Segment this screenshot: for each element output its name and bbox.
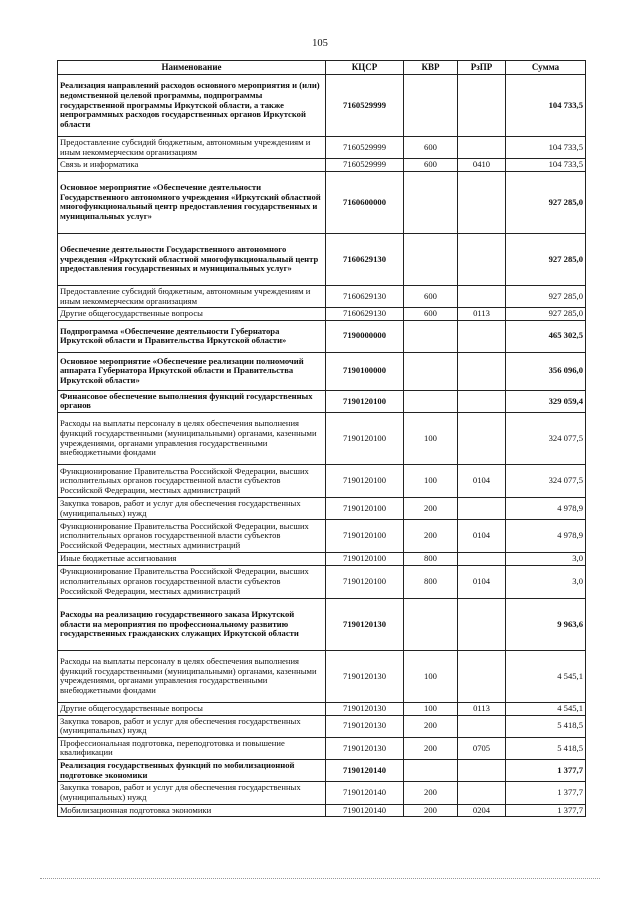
cell-kvr: 600 — [404, 159, 458, 172]
cell-kvr — [404, 233, 458, 285]
cell-rzpr — [458, 320, 506, 352]
cell-name: Закупка товаров, работ и услуг для обеспечения государственных (муниципальных) нужд — [58, 715, 326, 737]
table-row — [58, 498, 586, 520]
column-header-kcsr: КЦСР — [326, 61, 404, 75]
cell-kcsr: 7190120100 — [326, 465, 404, 498]
cell-rzpr — [458, 137, 506, 159]
cell-rzpr — [458, 285, 506, 307]
cell-sum: 5 418,5 — [506, 715, 586, 737]
column-header-sum: Сумма — [506, 61, 586, 75]
cell-sum: 1 377,7 — [506, 804, 586, 817]
cell-kvr: 200 — [404, 498, 458, 520]
cell-rzpr — [458, 760, 506, 782]
cell-name: Расходы на выплаты персоналу в целях обеспечения выполнения функций государственными (муниципальными) органами, казенными учреждениями, органами управления государственными внебюджетными фондами — [58, 413, 326, 465]
cell-kcsr: 7160529999 — [326, 159, 404, 172]
table-row — [58, 715, 586, 737]
table-row — [58, 465, 586, 498]
cell-kvr — [404, 75, 458, 137]
cell-name: Другие общегосударственные вопросы — [58, 308, 326, 321]
table-row — [58, 760, 586, 782]
cell-sum: 4 978,9 — [506, 498, 586, 520]
cell-kcsr: 7190120100 — [326, 553, 404, 566]
table-row — [58, 553, 586, 566]
cell-kcsr: 7190120100 — [326, 498, 404, 520]
cell-kcsr: 7190120140 — [326, 804, 404, 817]
cell-sum: 1 377,7 — [506, 760, 586, 782]
cell-kcsr: 7160529999 — [326, 75, 404, 137]
cell-kcsr: 7190120100 — [326, 565, 404, 598]
cell-name: Основное мероприятие «Обеспечение реализации полномочий аппарата Губернатора Иркутской области и Правительства Иркутской области» — [58, 352, 326, 390]
table-row — [58, 233, 586, 285]
cell-kvr: 200 — [404, 804, 458, 817]
cell-rzpr — [458, 390, 506, 412]
cell-kvr: 800 — [404, 553, 458, 566]
page-bottom-divider — [40, 878, 600, 879]
table-row — [58, 565, 586, 598]
cell-name: Подпрограмма «Обеспечение деятельности Губернатора Иркутской области и Правительства Иркутской области» — [58, 320, 326, 352]
table-row — [58, 320, 586, 352]
cell-name: Реализация государственных функций по мобилизационной подготовке экономики — [58, 760, 326, 782]
cell-kvr: 800 — [404, 565, 458, 598]
cell-kvr — [404, 352, 458, 390]
cell-sum: 324 077,5 — [506, 413, 586, 465]
cell-kcsr: 7190120100 — [326, 520, 404, 553]
table-row — [58, 159, 586, 172]
cell-kcsr: 7190120130 — [326, 702, 404, 715]
cell-sum: 9 963,6 — [506, 598, 586, 650]
cell-sum: 4 978,9 — [506, 520, 586, 553]
cell-kcsr: 7190100000 — [326, 352, 404, 390]
table-row — [58, 702, 586, 715]
cell-kvr — [404, 390, 458, 412]
cell-kvr: 200 — [404, 715, 458, 737]
cell-kvr: 600 — [404, 285, 458, 307]
cell-kvr: 100 — [404, 702, 458, 715]
cell-rzpr: 0104 — [458, 520, 506, 553]
cell-sum: 104 733,5 — [506, 75, 586, 137]
cell-kvr: 100 — [404, 650, 458, 702]
table-row — [58, 390, 586, 412]
cell-kvr: 100 — [404, 413, 458, 465]
table-row — [58, 804, 586, 817]
cell-sum: 104 733,5 — [506, 137, 586, 159]
cell-kcsr: 7160629130 — [326, 308, 404, 321]
column-header-rzpr: РзПР — [458, 61, 506, 75]
cell-name: Функционирование Правительства Российской Федерации, высших исполнительных органов государственной власти субъектов Российской Федерации, местных администраций — [58, 565, 326, 598]
cell-name: Расходы на выплаты персоналу в целях обеспечения выполнения функций государственными (муниципальными) органами, казенными учреждениями, органами управления государственными внебюджетными фондами — [58, 650, 326, 702]
cell-rzpr: 0410 — [458, 159, 506, 172]
cell-rzpr — [458, 75, 506, 137]
cell-name: Другие общегосударственные вопросы — [58, 702, 326, 715]
cell-sum: 5 418,5 — [506, 737, 586, 759]
cell-rzpr: 0104 — [458, 565, 506, 598]
cell-rzpr: 0104 — [458, 465, 506, 498]
table-row — [58, 137, 586, 159]
cell-kcsr: 7190120130 — [326, 737, 404, 759]
cell-name: Закупка товаров, работ и услуг для обеспечения государственных (муниципальных) нужд — [58, 782, 326, 804]
cell-name: Связь и информатика — [58, 159, 326, 172]
cell-kvr — [404, 171, 458, 233]
column-header-name: Наименование — [58, 61, 326, 75]
cell-sum: 3,0 — [506, 553, 586, 566]
cell-sum: 1 377,7 — [506, 782, 586, 804]
cell-name: Обеспечение деятельности Государственного автономного учреждения «Иркутский областной многофункциональный центр предоставления государственных и муниципальных услуг» — [58, 233, 326, 285]
table-row — [58, 75, 586, 137]
cell-kvr: 100 — [404, 465, 458, 498]
table-row — [58, 598, 586, 650]
page-number: 105 — [312, 38, 328, 49]
column-header-kvr: КВР — [404, 61, 458, 75]
cell-sum: 104 733,5 — [506, 159, 586, 172]
cell-rzpr: 0705 — [458, 737, 506, 759]
cell-kvr — [404, 760, 458, 782]
cell-sum: 927 285,0 — [506, 233, 586, 285]
cell-kcsr: 7190120130 — [326, 598, 404, 650]
cell-sum: 4 545,1 — [506, 702, 586, 715]
table-body — [58, 75, 586, 817]
cell-rzpr — [458, 715, 506, 737]
cell-kvr: 200 — [404, 520, 458, 553]
table-row — [58, 171, 586, 233]
cell-name: Реализация направлений расходов основного мероприятия и (или) ведомственной целевой программы, подпрограммы государственной программы Иркутской области, а также непрограммных расходов государственных органов Иркутской области — [58, 75, 326, 137]
cell-rzpr — [458, 352, 506, 390]
cell-sum: 3,0 — [506, 565, 586, 598]
cell-kcsr: 7160629130 — [326, 233, 404, 285]
cell-sum: 324 077,5 — [506, 465, 586, 498]
cell-name: Функционирование Правительства Российской Федерации, высших исполнительных органов государственной власти субъектов Российской Федерации, местных администраций — [58, 465, 326, 498]
table-row — [58, 285, 586, 307]
cell-rzpr — [458, 782, 506, 804]
cell-name: Расходы на реализацию государственного заказа Иркутской области на мероприятия по профессиональному развитию государственных гражданских служащих Иркутской области — [58, 598, 326, 650]
table-row — [58, 308, 586, 321]
cell-rzpr: 0204 — [458, 804, 506, 817]
table-row — [58, 352, 586, 390]
cell-kcsr: 7190120100 — [326, 413, 404, 465]
cell-kcsr: 7190000000 — [326, 320, 404, 352]
cell-name: Иные бюджетные ассигнования — [58, 553, 326, 566]
cell-name: Закупка товаров, работ и услуг для обеспечения государственных (муниципальных) нужд — [58, 498, 326, 520]
cell-kvr: 200 — [404, 737, 458, 759]
cell-kcsr: 7160629130 — [326, 285, 404, 307]
cell-kcsr: 7190120130 — [326, 715, 404, 737]
cell-rzpr — [458, 498, 506, 520]
cell-rzpr — [458, 650, 506, 702]
cell-sum: 329 059,4 — [506, 390, 586, 412]
cell-sum: 927 285,0 — [506, 285, 586, 307]
cell-name: Предоставление субсидий бюджетным, автономным учреждениям и иным некоммерческим организациям — [58, 137, 326, 159]
cell-sum: 356 096,0 — [506, 352, 586, 390]
cell-name: Функционирование Правительства Российской Федерации, высших исполнительных органов государственной власти субъектов Российской Федерации, местных администраций — [58, 520, 326, 553]
cell-sum: 927 285,0 — [506, 308, 586, 321]
cell-name: Мобилизационная подготовка экономики — [58, 804, 326, 817]
table-row — [58, 782, 586, 804]
cell-kvr: 600 — [404, 137, 458, 159]
cell-rzpr: 0113 — [458, 702, 506, 715]
table-header-row — [58, 61, 586, 75]
cell-kvr — [404, 598, 458, 650]
cell-kcsr: 7160529999 — [326, 137, 404, 159]
cell-rzpr — [458, 413, 506, 465]
table-row — [58, 413, 586, 465]
cell-name: Финансовое обеспечение выполнения функций государственных органов — [58, 390, 326, 412]
cell-kcsr: 7190120130 — [326, 650, 404, 702]
cell-kcsr: 7160600000 — [326, 171, 404, 233]
table-row — [58, 650, 586, 702]
cell-name: Профессиональная подготовка, переподготовка и повышение квалификации — [58, 737, 326, 759]
cell-rzpr — [458, 233, 506, 285]
cell-kcsr: 7190120100 — [326, 390, 404, 412]
cell-kvr: 600 — [404, 308, 458, 321]
cell-kcsr: 7190120140 — [326, 760, 404, 782]
cell-sum: 4 545,1 — [506, 650, 586, 702]
cell-rzpr: 0113 — [458, 308, 506, 321]
table-row — [58, 520, 586, 553]
cell-rzpr — [458, 598, 506, 650]
cell-rzpr — [458, 553, 506, 566]
cell-kvr — [404, 320, 458, 352]
cell-sum: 465 302,5 — [506, 320, 586, 352]
budget-table — [57, 60, 586, 817]
cell-rzpr — [458, 171, 506, 233]
cell-kvr: 200 — [404, 782, 458, 804]
table-row — [58, 737, 586, 759]
cell-name: Предоставление субсидий бюджетным, автономным учреждениям и иным некоммерческим организациям — [58, 285, 326, 307]
cell-sum: 927 285,0 — [506, 171, 586, 233]
cell-name: Основное мероприятие «Обеспечение деятельности Государственного автономного учреждения «Иркутский областной многофункциональный центр предоставления государственных и муниципальных услуг» — [58, 171, 326, 233]
cell-kcsr: 7190120140 — [326, 782, 404, 804]
